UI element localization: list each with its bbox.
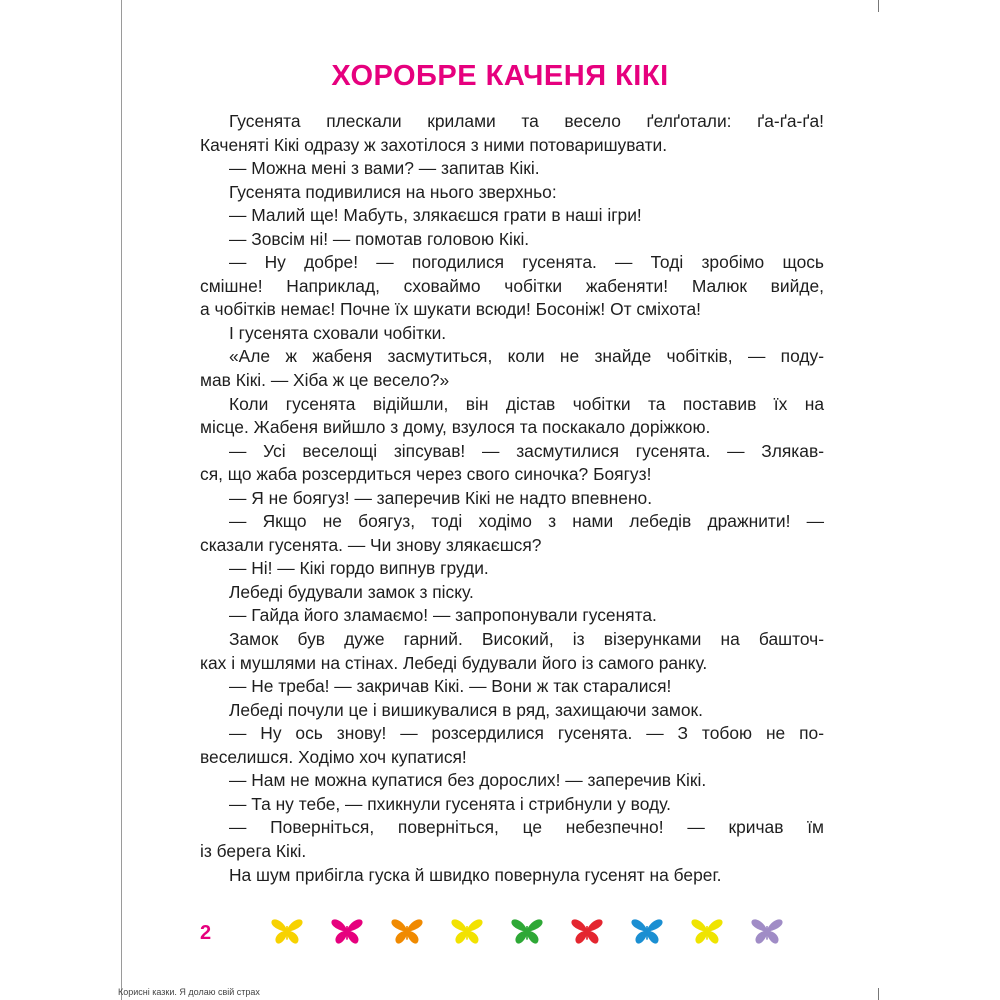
story-line: — Поверніться, поверніться, це небезпечно! — кричав їм xyxy=(229,817,824,838)
story-title: ХОРОБРЕ КАЧЕНЯ КІКІ xyxy=(331,60,669,92)
butterfly-icon xyxy=(570,917,604,947)
page-number: 2 xyxy=(200,922,212,944)
story-line: — Усі веселощі зіпсував! — засмутилися гусенята. — Злякав- xyxy=(229,440,824,461)
story-line: а чобітків немає! Почне їх шукати всюди! Босоніж! От сміхота! xyxy=(200,299,701,320)
story-line: Замок був дуже гарний. Високий, із візерунками на башточ- xyxy=(229,629,824,650)
crop-mark-bottom xyxy=(878,988,879,1000)
story-line: «Але ж жабеня засмутиться, коли не знайде чобітків, — поду- xyxy=(229,346,824,367)
story-line: місце. Жабеня вийшло з дому, взулося та поскакало доріжкою. xyxy=(200,417,711,438)
story-line: Лебеді почули це і вишикувалися в ряд, захищаючи замок. xyxy=(229,699,703,720)
story-line: сказали гусенята. — Чи знову злякаєшся? xyxy=(200,534,542,555)
story-line: Гусенята плескали крилами та весело ґелґотали: ґа-ґа-ґа! xyxy=(229,111,824,131)
story-line: Каченяті Кікі одразу ж захотілося з ними потоваришувати. xyxy=(200,134,668,155)
story-line: із берега Кікі. xyxy=(200,840,307,861)
story-line: — Ну добре! — погодилися гусенята. — Тоді зробімо щось xyxy=(229,252,824,273)
story-line: — Не треба! — закричав Кікі. — Вони ж так старалися! xyxy=(229,676,672,697)
story-line: І гусенята сховали чобітки. xyxy=(229,322,447,343)
story-line: — Якщо не боягуз, тоді ходімо з нами лебедів дражнити! — xyxy=(229,511,824,532)
butterfly-icon xyxy=(390,917,424,947)
story-line: — Можна мені з вами? — запитав Кікі. xyxy=(229,158,540,179)
butterfly-icon xyxy=(690,917,724,947)
crop-mark-top xyxy=(878,0,879,12)
story-line: — Я не боягуз! — заперечив Кікі не надто впевнено. xyxy=(229,487,653,508)
story-line: Лебеді будували замок з піску. xyxy=(229,581,474,602)
story-line: ках і мушлями на стінах. Лебеді будували його із самого ранку. xyxy=(200,652,708,673)
story-line: мав Кікі. — Хіба ж це весело?» xyxy=(200,370,450,391)
story-line: — Ну ось знову! — розсердилися гусенята. — З тобою не по- xyxy=(229,723,824,744)
page-trim-line xyxy=(121,0,122,1000)
book-footer: Корисні казки. Я долаю свій страх xyxy=(118,987,260,997)
story-line: веселишся. Ходімо хоч купатися! xyxy=(200,746,467,767)
story-line: — Гайда його зламаємо! — запропонували гусенята. xyxy=(229,605,657,626)
butterfly-icon xyxy=(330,917,364,947)
story-line: смішне! Наприклад, сховаймо чобітки жабеняти! Малюк вийде, xyxy=(200,275,824,296)
story-line: — Ні! — Кікі гордо випнув груди. xyxy=(229,558,489,579)
story-line: — Нам не можна купатися без дорослих! — заперечив Кікі. xyxy=(229,770,707,791)
story-line: Коли гусенята відійшли, він дістав чобітки та поставив їх на xyxy=(229,393,824,414)
story-line: — Зовсім ні! — помотав головою Кікі. xyxy=(229,228,530,249)
butterfly-icon xyxy=(450,917,484,947)
butterfly-icon xyxy=(270,917,304,947)
story-line: — Малий ще! Мабуть, злякаєшся грати в наші ігри! xyxy=(229,205,642,226)
story-line: На шум прибігла гуска й швидко повернула гусенят на берег. xyxy=(229,864,722,885)
butterfly-icon xyxy=(750,917,784,947)
butterfly-icon xyxy=(630,917,664,947)
story-line: Гусенята подивилися на нього зверхньо: xyxy=(229,181,557,202)
butterfly-decoration-row xyxy=(270,917,790,949)
butterfly-icon xyxy=(510,917,544,947)
story-line: — Та ну тебе, — пхикнули гусенята і стрибнули у воду. xyxy=(229,793,671,814)
story-text xyxy=(200,110,824,887)
story-line: ся, що жаба розсердиться через свого синочка? Боягуз! xyxy=(200,464,652,485)
